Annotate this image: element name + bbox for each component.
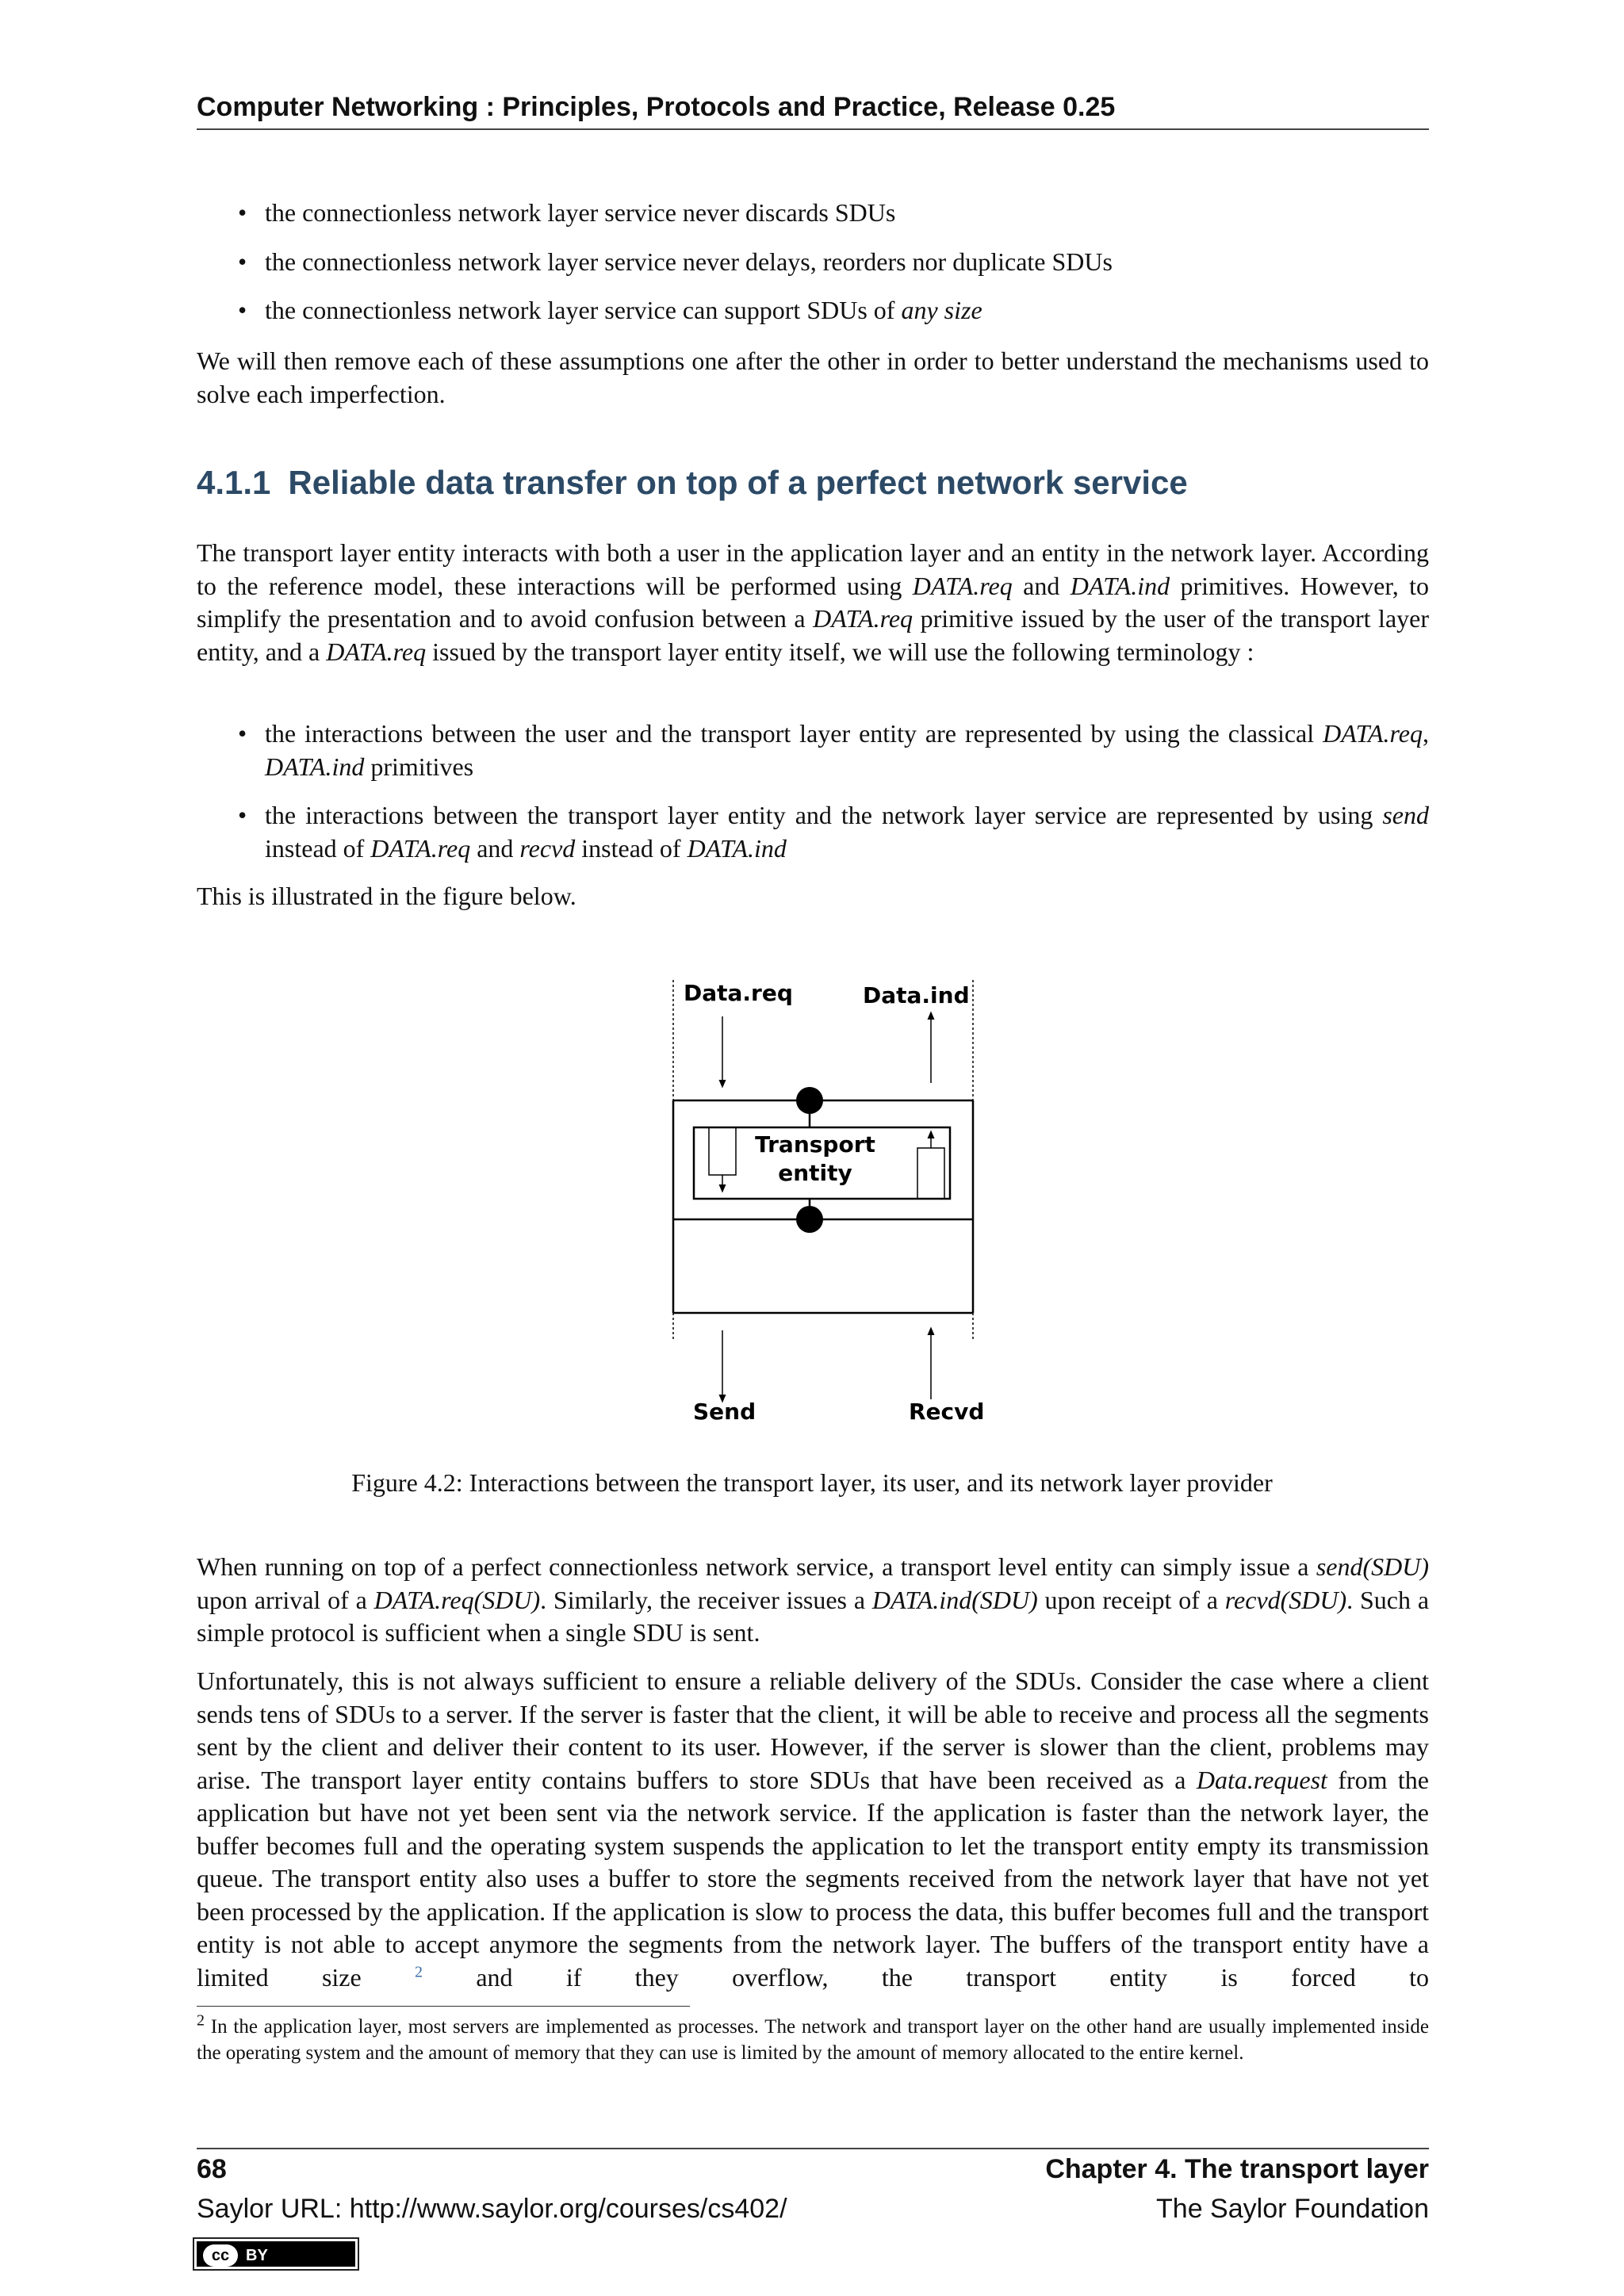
list-item: • the interactions between the user and the transport layer entity are represented by using the classical DATA.req, DATA.ind primitives [238, 719, 1429, 781]
lower-service-access-point [796, 1206, 823, 1233]
paragraph-transport-entity: The transport layer entity interacts with both a user in the application layer and an entity in the network layer. According to the reference model, these interactions will be performed using DATA.req and DATA.ind primitives. However, to simplify the presentation and to avoid confusion between a DATA.req primitive issued by the user of the transport layer entity, and a DATA.req issued by the transport layer entity itself, we will use the following terminology : [197, 538, 1429, 666]
list-item: • the connectionless network layer service can support SDUs of any size [197, 294, 1429, 327]
bullet-marker: • [238, 198, 247, 227]
figure-intro-sentence: This is illustrated in the figure below. [197, 882, 576, 910]
bullet-marker: • [238, 801, 247, 829]
data-req-label: Data.req [684, 980, 793, 1006]
receive-buffer [917, 1148, 944, 1199]
paragraph-buffers: Unfortunately, this is not always sufficient to ensure a reliable delivery of the SDUs. Consider the case where a client sends tens of SDUs to a server. If the server is faster that the client, it will be able to receive and process all the segments sent by the client and deliver their content to its user. However, if the server is slower than the client, problems may arise. The transport layer entity contains buffers to store SDUs that have been received as a Data.request from the application but have not yet been sent via the network service. If the application is faster than the network layer, the buffer becomes full and the operating system suspends the application to let the transport entity empty its transmission queue. The transport entity also uses a buffer to store the segments received from the network layer that have not yet been processed by the application. If the application is slow to process the data, this buffer becomes full and the transport entity is not able to accept anymore the segments from the network layer. The buffers of the transport entity have a limited size $^2$ and if they overflow, the transport entity is forced to [197, 1667, 1430, 1992]
bullet-marker: • [238, 719, 247, 748]
transport-label: Transport [755, 1131, 875, 1158]
running-header-title: Computer Networking : Principles, Protocols and Practice, Release 0.25 [197, 92, 1116, 122]
upper-service-access-point [796, 1087, 823, 1114]
bullet-marker: • [238, 247, 247, 276]
figure-caption: Figure 4.2: Interactions between the transport layer, its user, and its network layer provider [351, 1468, 1273, 1497]
data-ind-label: Data.ind [863, 982, 970, 1008]
send-buffer [709, 1127, 736, 1175]
entity-label: entity [778, 1160, 852, 1186]
chapter-reference[interactable]: Chapter 4. The transport layer [1045, 2154, 1429, 2184]
section-title: Reliable data transfer on top of a perfect network service [288, 464, 1188, 501]
section-number: 4.1.1 [197, 464, 271, 501]
paragraph-perfect-service: When running on top of a perfect connectionless network service, a transport level entity can simply issue a send(SDU) upon arrival of a DATA.req(SDU). Similarly, the receiver issues a DATA.ind(SDU) upon receipt of a recvd(SDU). Such a simple protocol is sufficient when a single SDU is sent. [197, 1552, 1430, 1647]
footnote-reference[interactable]: 2 [415, 1962, 423, 1980]
cc-icon: cc [203, 2244, 238, 2267]
list-item: • the connectionless network layer service never delays, reorders nor duplicate SDUs [197, 246, 1429, 279]
saylor-url: Saylor URL: http://www.saylor.org/courses/cs402/ [197, 2194, 787, 2224]
footer-divider [197, 2148, 1429, 2149]
list-item: • the interactions between the transport layer entity and the network layer service are represented by using send instead of DATA.req and recvd instead of DATA.ind [238, 801, 1429, 863]
by-label: BY [246, 2247, 268, 2264]
footnote-mark: 2 [197, 2011, 205, 2030]
bullet-marker: • [238, 296, 247, 324]
send-label: Send [693, 1399, 756, 1425]
list-item: • the connectionless network layer service never discards SDUs [197, 197, 1429, 230]
page-number: 68 [197, 2154, 227, 2184]
foundation-name: The Saylor Foundation [1156, 2194, 1429, 2224]
recvd-label: Recvd [909, 1399, 985, 1425]
footnote-divider [197, 2006, 690, 2007]
cc-by-license-badge [193, 2237, 359, 2271]
intro-paragraph: We will then remove each of these assumptions one after the other in order to better understand the mechanisms used to solve each imperfection. [197, 346, 1429, 408]
footnote: $^2$ In the application layer, most servers are implemented as processes. The network and transport layer on the other hand are usually implemented inside the operating system and the amount of memory that they can use is limited by the amount of memory allocated to the entire kernel. [197, 2011, 1429, 2064]
